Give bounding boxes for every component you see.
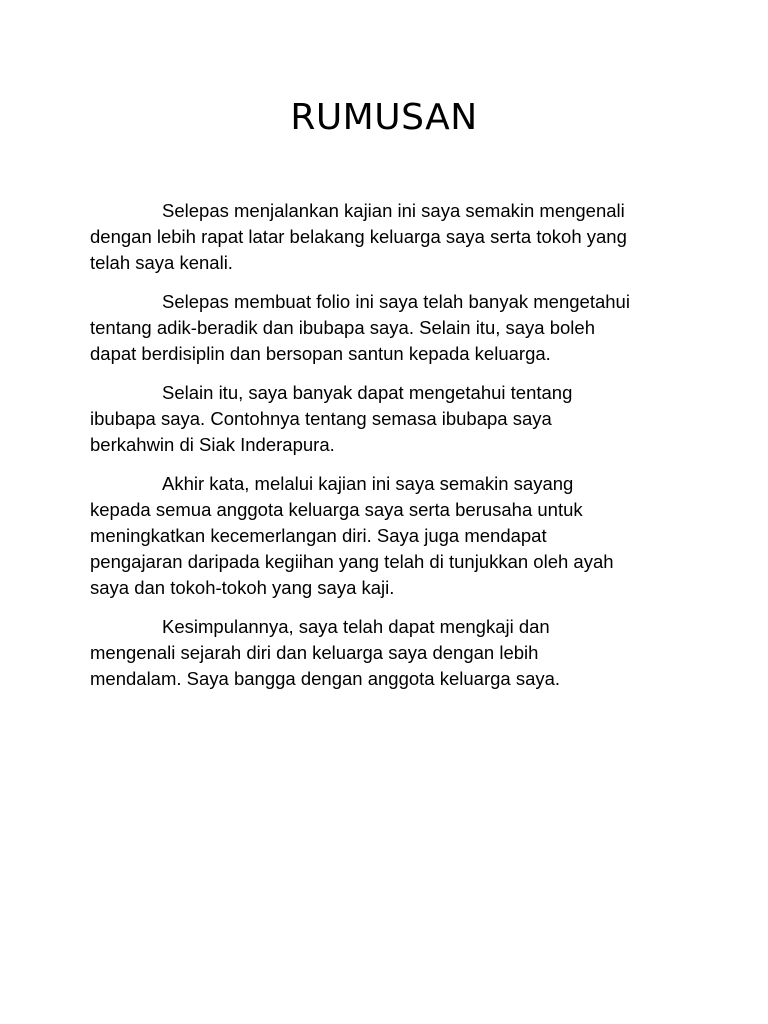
paragraph-line: Selain itu, saya banyak dapat mengetahui tentang	[162, 382, 573, 403]
paragraph-line: Kesimpulannya, saya telah dapat mengkaji dan	[162, 616, 550, 637]
document-body	[90, 198, 690, 705]
paragraph-line: kepada semua anggota keluarga saya serta berusaha untuk	[90, 499, 583, 520]
paragraph-line: Akhir kata, melalui kajian ini saya semakin sayang	[162, 473, 574, 494]
paragraph-line: pengajaran daripada kegiihan yang telah di tunjukkan oleh ayah	[90, 551, 614, 572]
paragraph-line: dapat berdisiplin dan bersopan santun kepada keluarga.	[90, 343, 551, 364]
paragraph-1	[90, 198, 690, 276]
paragraph-line: saya dan tokoh-tokoh yang saya kaji.	[90, 577, 395, 598]
paragraph-line: tentang adik-beradik dan ibubapa saya. Selain itu, saya boleh	[90, 317, 595, 338]
paragraph-line: meningkatkan kecemerlangan diri. Saya juga mendapat	[90, 525, 547, 546]
paragraph-5	[90, 614, 690, 692]
paragraph-4	[90, 471, 690, 601]
paragraph-line: ibubapa saya. Contohnya tentang semasa ibubapa saya	[90, 408, 552, 429]
paragraph-line: telah saya kenali.	[90, 252, 233, 273]
paragraph-line: mengenali sejarah diri dan keluarga saya dengan lebih	[90, 642, 539, 663]
paragraph-line: dengan lebih rapat latar belakang keluarga saya serta tokoh yang	[90, 226, 627, 247]
paragraph-line: berkahwin di Siak Inderapura.	[90, 434, 335, 455]
paragraph-line: Selepas membuat folio ini saya telah banyak mengetahui	[162, 291, 630, 312]
paragraph-2	[90, 289, 690, 367]
paragraph-3	[90, 380, 690, 458]
paragraph-line: Selepas menjalankan kajian ini saya semakin mengenali	[162, 200, 625, 221]
paragraph-line: mendalam. Saya bangga dengan anggota keluarga saya.	[90, 668, 561, 689]
page-title: RUMUSAN	[290, 97, 478, 138]
